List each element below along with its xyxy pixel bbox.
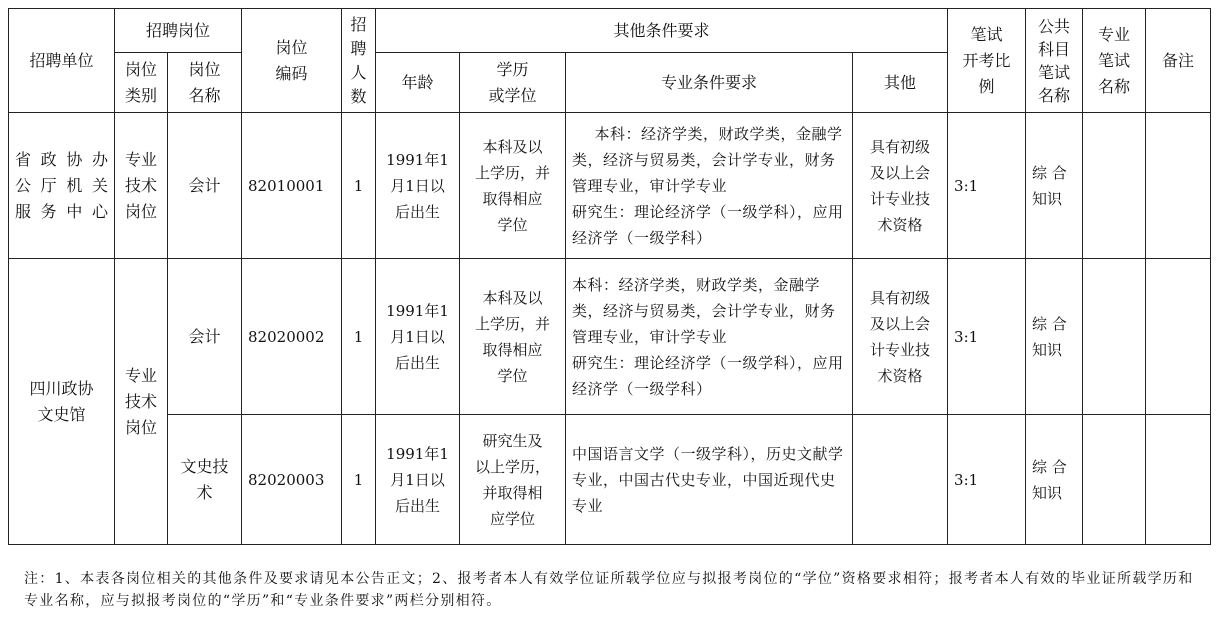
cell-public-exam: 综 合 知识 <box>1026 415 1083 545</box>
header-major-exam: 专业 笔试 名称 <box>1083 9 1146 113</box>
cell-other: 具有初级 及以上会 计专业技 术资格 <box>853 259 948 415</box>
cell-degree: 研究生及 以上学历， 并取得相 应学位 <box>460 415 566 545</box>
cell-other <box>853 415 948 545</box>
cell-ratio: 3:1 <box>948 415 1026 545</box>
table-row <box>9 113 1211 259</box>
cell-unit: 四川政协 文史馆 <box>9 259 115 545</box>
cell-post-type: 专业 技术 岗位 <box>115 113 168 259</box>
cell-degree: 本科及以 上学历，并 取得相应 学位 <box>460 259 566 415</box>
cell-post-name: 会计 <box>168 113 242 259</box>
cell-public-exam: 综 合 知识 <box>1026 113 1083 259</box>
cell-headcount: 1 <box>342 259 376 415</box>
cell-post-name: 会计 <box>168 259 242 415</box>
cell-age: 1991年1 月1日以 后出生 <box>376 113 460 259</box>
cell-public-exam: 综 合 知识 <box>1026 259 1083 415</box>
header-post-code: 岗位 编码 <box>242 9 342 113</box>
cell-major: 本科：经济学类，财政学类，金融学类，经济与贸易类，会计学专业，财务管理专业，审计学专业 研究生：理论经济学（一级学科），应用经济学（一级学科） <box>566 113 853 259</box>
cell-major-exam <box>1083 415 1146 545</box>
cell-ratio: 3:1 <box>948 259 1026 415</box>
header-remark: 备注 <box>1146 9 1211 113</box>
cell-age: 1991年1 月1日以 后出生 <box>376 259 460 415</box>
cell-unit: 省政协办 公厅机关 服务中心 <box>9 113 115 259</box>
recruitment-table <box>8 8 1211 545</box>
cell-remark <box>1146 113 1211 259</box>
header-headcount: 招 聘 人 数 <box>342 9 376 113</box>
cell-major: 中国语言文学（一级学科），历史文献学专业，中国古代史专业，中国近现代史专业 <box>566 415 853 545</box>
table-row <box>9 259 1211 415</box>
cell-age: 1991年1 月1日以 后出生 <box>376 415 460 545</box>
header-age: 年龄 <box>376 53 460 113</box>
cell-headcount: 1 <box>342 415 376 545</box>
header-major: 专业条件要求 <box>566 53 853 113</box>
cell-degree: 本科及以 上学历，并 取得相应 学位 <box>460 113 566 259</box>
header-other-group: 其他条件要求 <box>376 9 948 53</box>
cell-headcount: 1 <box>342 113 376 259</box>
cell-major: 本科：经济学类，财政学类，金融学类，经济与贸易类，会计学专业，财务管理专业，审计学专业 研究生：理论经济学（一级学科），应用经济学（一级学科） <box>566 259 853 415</box>
cell-post-type: 专业 技术 岗位 <box>115 259 168 545</box>
cell-remark <box>1146 415 1211 545</box>
header-post-group: 招聘岗位 <box>115 9 242 53</box>
cell-other: 具有初级 及以上会 计专业技 术资格 <box>853 113 948 259</box>
header-post-type: 岗位 类别 <box>115 53 168 113</box>
cell-post-name: 文史技 术 <box>168 415 242 545</box>
cell-post-code: 82010001 <box>242 113 342 259</box>
cell-ratio: 3:1 <box>948 113 1026 259</box>
header-ratio: 笔试 开考比 例 <box>948 9 1026 113</box>
cell-post-code: 82020002 <box>242 259 342 415</box>
header-unit: 招聘单位 <box>9 9 115 113</box>
cell-major-exam <box>1083 113 1146 259</box>
header-degree: 学历 或学位 <box>460 53 566 113</box>
header-post-name: 岗位 名称 <box>168 53 242 113</box>
cell-remark <box>1146 259 1211 415</box>
footnote: 注：1、本表各岗位相关的其他条件及要求请见本公告正文；2、报考者本人有效学位证所载学位应与拟报考岗位的“学位”资格要求相符；报考者本人有效的毕业证所载学历和专业名称，应与拟报考岗位的“学历”和“专业条件要求”两栏分别相符。 <box>24 571 1194 609</box>
cell-major-exam <box>1083 259 1146 415</box>
table-row <box>9 415 1211 545</box>
header-other: 其他 <box>853 53 948 113</box>
header-public-exam: 公共 科目 笔试 名称 <box>1026 9 1083 113</box>
cell-post-code: 82020003 <box>242 415 342 545</box>
